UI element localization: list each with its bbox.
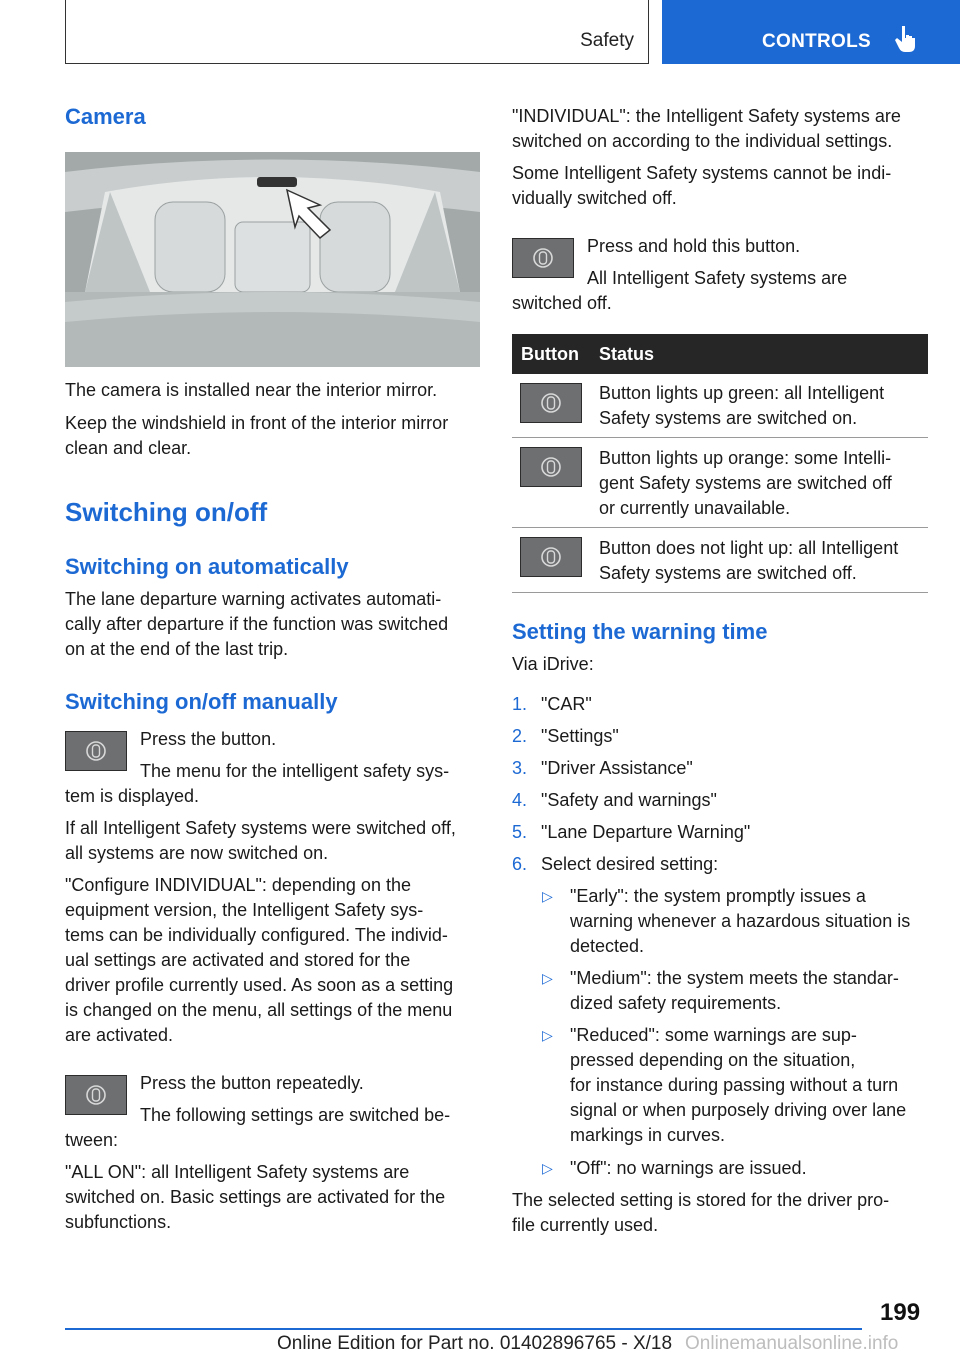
step-number: 6. — [512, 854, 528, 874]
all-on-text-2: switched on. Basic settings are activated for the — [65, 1187, 446, 1207]
table-button-image — [520, 447, 582, 487]
configure-text-7: are activated. — [65, 1025, 174, 1045]
follow-text-1: The following settings are switched be- — [140, 1105, 451, 1125]
bullet-triangle-icon: ▷ — [542, 970, 553, 986]
individual-text-1: "INDIVIDUAL": the Intelligent Safety systems are — [512, 106, 901, 126]
all-on-text-1: "ALL ON": all Intelligent Safety systems are — [65, 1162, 410, 1182]
option-early-line-2: warning whenever a hazardous situation is — [570, 911, 911, 931]
lane-assist-icon — [85, 1084, 107, 1106]
configure-text-2: equipment version, the Intelligent Safety sys- — [65, 900, 424, 920]
auto-heading: Switching on automatically — [65, 554, 349, 579]
step-number: 4. — [512, 790, 528, 810]
table-row-3-line-1: Button does not light up: all Intelligent — [599, 538, 899, 558]
option-reduced-line-4: signal or when purposely driving over lane — [570, 1100, 907, 1120]
car-interior-illustration — [65, 152, 480, 367]
option-reduced-line-1: "Reduced": some warnings are sup- — [570, 1025, 857, 1045]
step-text: Select desired setting: — [541, 854, 719, 874]
option-early-line-1: "Early": the system promptly issues a — [570, 886, 866, 906]
table-divider — [512, 592, 928, 593]
configure-text-3: tems can be individually configured. The individ- — [65, 925, 448, 945]
lane-assist-icon — [532, 247, 554, 269]
hold-text-3: switched off. — [512, 293, 612, 313]
camera-text-2a: Keep the windshield in front of the interior mirror — [65, 413, 449, 433]
column-button-header: Button — [521, 344, 579, 364]
warning-time-heading: Setting the warning time — [512, 619, 768, 644]
follow-text-2: tween: — [65, 1130, 119, 1150]
camera-text-1: The camera is installed near the interior mirror. — [65, 380, 438, 400]
lane-assist-icon — [540, 546, 562, 568]
configure-text-1: "Configure INDIVIDUAL": depending on the — [65, 875, 411, 895]
lane-assist-icon — [85, 740, 107, 762]
lane-assist-icon — [540, 456, 562, 478]
header-chapter-tab[interactable] — [662, 0, 960, 64]
option-medium-line-1: "Medium": the system meets the standar- — [570, 968, 899, 988]
watermark: Onlinemanualsonline.info — [685, 1333, 899, 1354]
step-text: "Lane Departure Warning" — [541, 822, 751, 842]
step-number: 2. — [512, 726, 528, 746]
step-number: 5. — [512, 822, 528, 842]
page-number: 199 — [880, 1299, 921, 1326]
table-divider — [512, 437, 928, 438]
lane-assist-icon — [540, 392, 562, 414]
via-idrive-text: Via iDrive: — [512, 654, 594, 674]
auto-text-3: on at the end of the last trip. — [65, 639, 289, 659]
option-reduced-line-3: for instance during passing without a turn — [570, 1075, 899, 1095]
bullet-triangle-icon: ▷ — [542, 1160, 553, 1176]
safety-button-image — [512, 238, 574, 278]
step-number: 3. — [512, 758, 528, 778]
press-repeat-text: Press the button repeatedly. — [140, 1073, 364, 1093]
step-text: "CAR" — [541, 694, 592, 714]
safety-button-image — [65, 731, 127, 771]
hold-text-2: All Intelligent Safety systems are — [587, 268, 848, 288]
table-button-image — [520, 537, 582, 577]
menu-text-2: tem is displayed. — [65, 786, 200, 806]
column-status-header: Status — [599, 344, 655, 364]
status-table-header — [512, 334, 928, 374]
step-text: "Driver Assistance" — [541, 758, 693, 778]
some-text-1: Some Intelligent Safety systems cannot be indi- — [512, 163, 892, 183]
table-row-1-line-1: Button lights up green: all Intelligent — [599, 383, 885, 403]
hold-text-1: Press and hold this button. — [587, 236, 801, 256]
footer-edition: Online Edition for Part no. 01402896765 - X/18 — [277, 1333, 673, 1354]
option-reduced-line-2: pressed depending on the situation, — [570, 1050, 856, 1070]
all-off-text-2: all systems are now switched on. — [65, 843, 329, 863]
table-button-image — [520, 383, 582, 423]
header-section-box — [65, 0, 649, 64]
bullet-triangle-icon: ▷ — [542, 888, 553, 904]
option-early-line-3: detected. — [570, 936, 645, 956]
step-number: 1. — [512, 694, 528, 714]
configure-text-4: ual settings are activated and stored for the — [65, 950, 411, 970]
auto-text-1: The lane departure warning activates automati- — [65, 589, 442, 609]
stored-text-1: The selected setting is stored for the driver pro- — [512, 1190, 890, 1210]
pointing-hand-icon — [894, 24, 920, 54]
step-text: "Settings" — [541, 726, 619, 746]
menu-text-1: The menu for the intelligent safety sys- — [140, 761, 450, 781]
footer-rule — [65, 1328, 862, 1330]
table-row-1-line-2: Safety systems are switched on. — [599, 408, 858, 428]
table-divider — [512, 527, 928, 528]
step-text: "Safety and warnings" — [541, 790, 717, 810]
option-off-line-1: "Off": no warnings are issued. — [570, 1158, 807, 1178]
table-row-2-line-1: Button lights up orange: some Intelli- — [599, 448, 892, 468]
auto-text-2: cally after departure if the function was switched — [65, 614, 449, 634]
camera-heading: Camera — [65, 104, 146, 129]
individual-text-2: switched on according to the individual settings. — [512, 131, 893, 151]
bullet-triangle-icon: ▷ — [542, 1027, 553, 1043]
header-section-title: Safety — [580, 30, 634, 51]
switching-heading: Switching on/off — [65, 497, 268, 527]
safety-button-image — [65, 1075, 127, 1115]
table-row-2-line-3: or currently unavailable. — [599, 498, 791, 518]
press-button-text: Press the button. — [140, 729, 277, 749]
configure-text-6: is changed on the menu, all settings of the menu — [65, 1000, 453, 1020]
configure-text-5: driver profile currently used. As soon as a setting — [65, 975, 454, 995]
manual-heading: Switching on/off manually — [65, 689, 338, 714]
table-row-3-line-2: Safety systems are switched off. — [599, 563, 857, 583]
stored-text-2: file currently used. — [512, 1215, 659, 1235]
all-off-text-1: If all Intelligent Safety systems were switched off, — [65, 818, 456, 838]
table-row-2-line-2: gent Safety systems are switched off — [599, 473, 892, 493]
header-chapter-title: CONTROLS — [762, 31, 872, 52]
camera-text-2b: clean and clear. — [65, 438, 192, 458]
some-text-2: vidually switched off. — [512, 188, 677, 208]
option-medium-line-2: dized safety requirements. — [570, 993, 782, 1013]
camera-location-photo — [65, 152, 480, 367]
all-on-text-3: subfunctions. — [65, 1212, 172, 1232]
option-reduced-line-5: markings in curves. — [570, 1125, 726, 1145]
